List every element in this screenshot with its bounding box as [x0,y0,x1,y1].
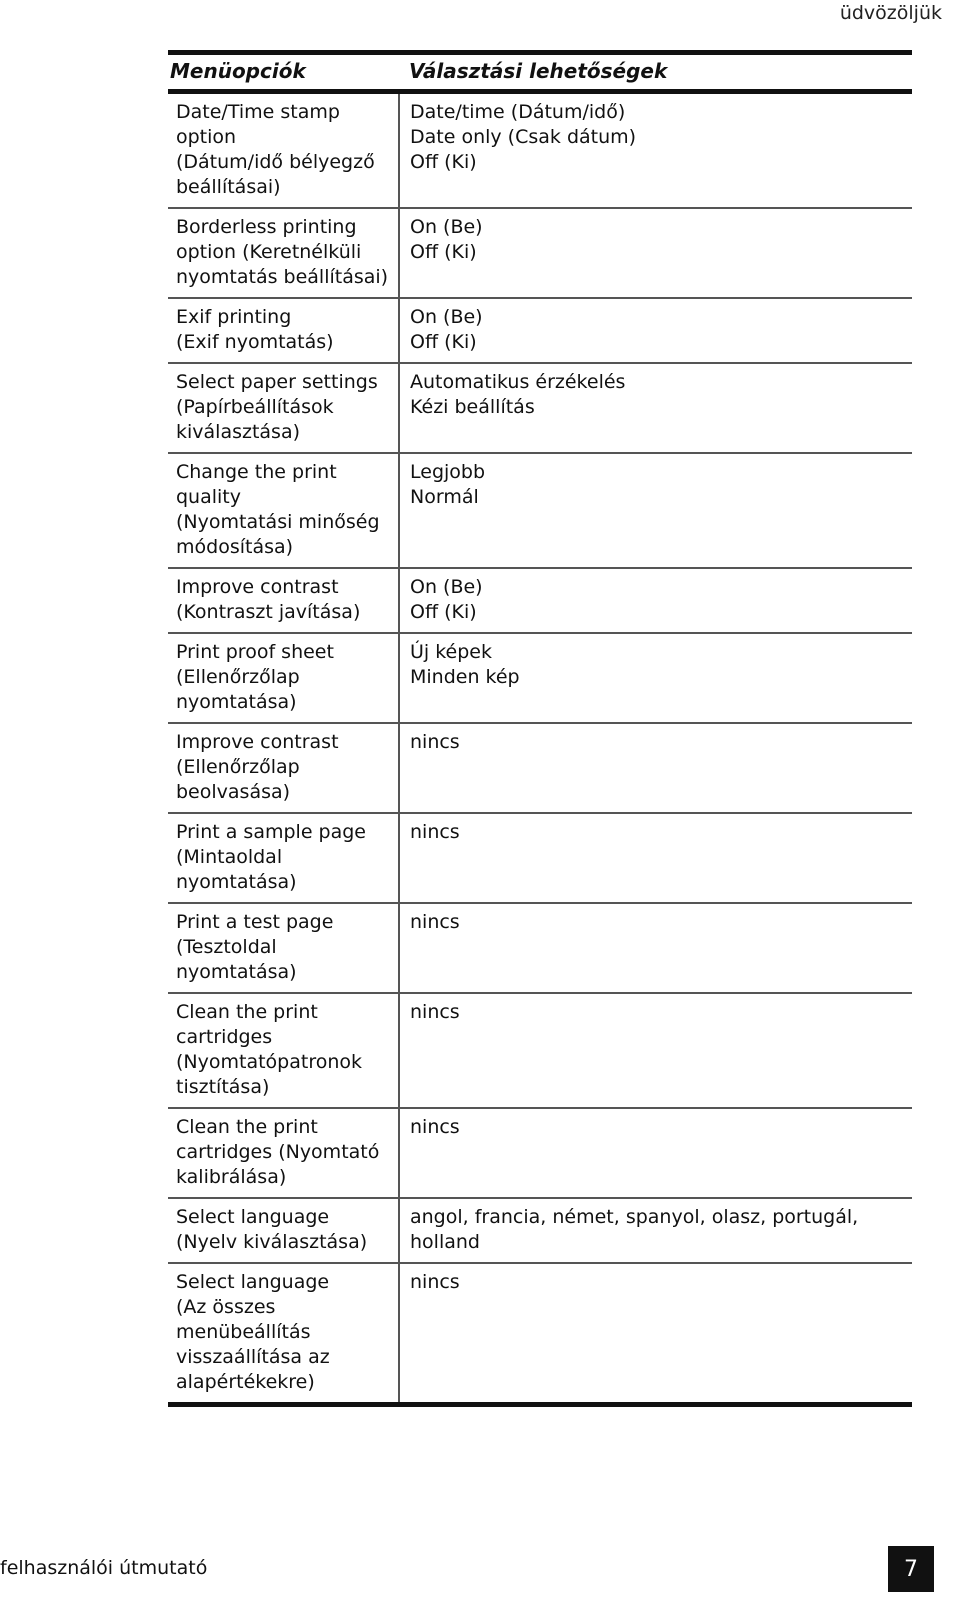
table-row [168,92,912,209]
table-row [168,208,912,298]
options-cell: nincs [399,993,912,1108]
options-cell: On (Be) Off (Ki) [399,208,912,298]
menu-cell: Change the print quality (Nyomtatási minőség módosítása) [168,453,399,568]
options-cell: nincs [399,903,912,993]
options-cell: On (Be) Off (Ki) [399,298,912,363]
table-row [168,903,912,993]
footer-title: felhasználói útmutató [0,1557,208,1579]
menu-cell: Print a sample page (Mintaoldal nyomtatása) [168,813,399,903]
table-header-row [168,55,912,92]
options-cell: angol, francia, német, spanyol, olasz, portugál, holland [399,1198,912,1263]
table-row [168,1108,912,1198]
options-cell: Automatikus érzékelés Kézi beállítás [399,363,912,453]
menu-cell: Select language (Az összes menübeállítás visszaállítása az alapértékekre) [168,1263,399,1405]
table-row [168,723,912,813]
menu-cell: Date/Time stamp option (Dátum/idő bélyegző beállításai) [168,92,399,209]
table-row [168,1198,912,1263]
menu-cell: Select language (Nyelv kiválasztása) [168,1198,399,1263]
menu-cell: Select paper settings (Papírbeállítások kiválasztása) [168,363,399,453]
menu-cell: Exif printing (Exif nyomtatás) [168,298,399,363]
options-cell: nincs [399,1108,912,1198]
options-cell: Legjobb Normál [399,453,912,568]
table-row [168,298,912,363]
options-cell: nincs [399,1263,912,1405]
column-header-menu: Menüopciók [168,55,399,92]
menu-cell: Print a test page (Tesztoldal nyomtatása) [168,903,399,993]
menu-cell: Clean the print cartridges (Nyomtatópatronok tisztítása) [168,993,399,1108]
options-cell: Új képek Minden kép [399,633,912,723]
table-row [168,453,912,568]
options-cell: Date/time (Dátum/idő) Date only (Csak dátum) Off (Ki) [399,92,912,209]
table-row [168,1263,912,1405]
table-row [168,993,912,1108]
page-number: 7 [888,1546,934,1592]
menu-cell: Print proof sheet (Ellenőrzőlap nyomtatása) [168,633,399,723]
options-cell: nincs [399,813,912,903]
menu-options-table [168,55,912,1407]
options-cell: On (Be) Off (Ki) [399,568,912,633]
table-row [168,363,912,453]
table-row [168,633,912,723]
table-row [168,568,912,633]
menu-cell: Improve contrast (Ellenőrzőlap beolvasása) [168,723,399,813]
options-cell: nincs [399,723,912,813]
table-row [168,813,912,903]
menu-cell: Improve contrast (Kontraszt javítása) [168,568,399,633]
section-label: üdvözöljük [839,2,942,24]
menu-cell: Borderless printing option (Keretnélküli nyomtatás beállításai) [168,208,399,298]
menu-cell: Clean the print cartridges (Nyomtató kalibrálása) [168,1108,399,1198]
column-header-options: Választási lehetőségek [399,55,912,92]
